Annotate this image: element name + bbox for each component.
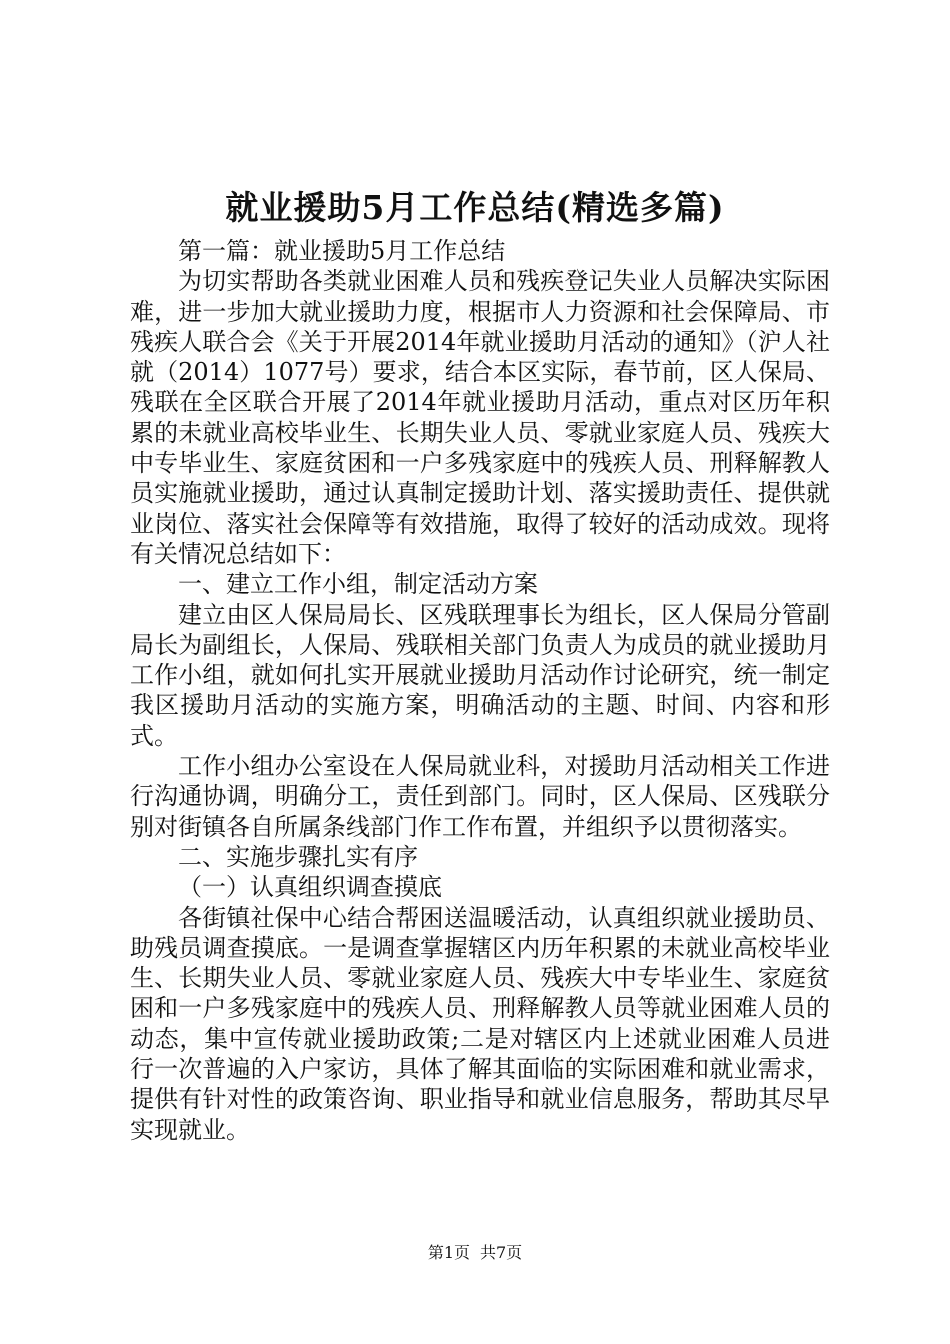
body-paragraph: 工作小组办公室设在人保局就业科，对援助月活动相关工作进行沟通协调，明确分工，责任到部门。同时，区人保局、区残联分别对街镇各自所属条线部门作工作布置，并组织予以贯彻落实。 <box>130 752 830 841</box>
page-total: 共7页 <box>480 1243 523 1262</box>
body-paragraph: 建立由区人保局局长、区残联理事长为组长，区人保局分管副局长为副组长，人保局、残联相关部门负责人为成员的就业援助月工作小组，就如何扎实开展就业援助月活动作讨论研究，统一制定我区援助月活动的实施方案，明确活动的主题、时间、内容和形式。 <box>130 600 830 750</box>
subsection-heading: （一）认真组织调查摸底 <box>178 873 442 902</box>
document-body <box>130 236 830 1145</box>
page-footer <box>0 1243 950 1263</box>
body-paragraph: 为切实帮助各类就业困难人员和残疾登记失业人员解决实际困难，进一步加大就业援助力度，根据市人力资源和社会保障局、市残疾人联合会《关于开展2014年就业援助月活动的通知》（沪人社就（2014）1077号）要求，结合本区实际，春节前，区人保局、残联在全区联合开展了2014年就业援助月活动，重点对区历年积累的未就业高校毕业生、长期失业人员、零就业家庭人员、残疾大中专毕业生、家庭贫困和一户多残家庭中的残疾人员、刑释解教人员实施就业援助，通过认真制定援助计划、落实援助责任、提供就业岗位、落实社会保障等有效措施，取得了较好的活动成效。现将有关情况总结如下： <box>130 267 830 568</box>
page-number: 第1页 <box>427 1243 470 1262</box>
body-paragraph: 各街镇社保中心结合帮困送温暖活动，认真组织就业援助员、助残员调查摸底。一是调查掌握辖区内历年积累的未就业高校毕业生、长期失业人员、零就业家庭人员、残疾大中专毕业生、家庭贫困和一户多残家庭中的残疾人员、刑释解教人员等就业困难人员的动态，集中宣传就业援助政策;二是对辖区内上述就业困难人员进行一次普遍的入户家访，具体了解其面临的实际困难和就业需求，提供有针对性的政策咨询、职业指导和就业信息服务，帮助其尽早实现就业。 <box>130 903 830 1144</box>
section-heading: 第一篇：就业援助5月工作总结 <box>178 237 506 265</box>
document-title: 就业援助5月工作总结(精选多篇) <box>225 188 725 227</box>
section-heading: 二、实施步骤扎实有序 <box>178 842 418 871</box>
section-heading: 一、建立工作小组，制定活动方案 <box>178 570 538 599</box>
